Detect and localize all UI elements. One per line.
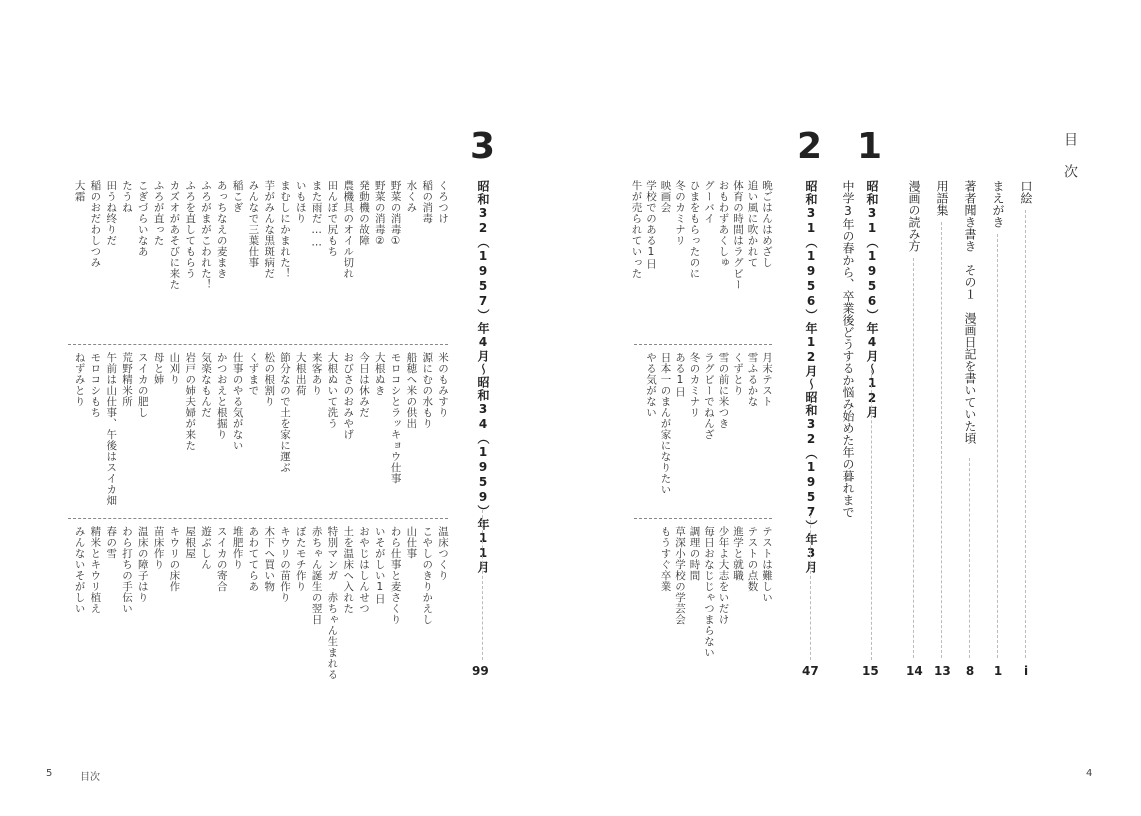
leader-line [1025,210,1026,658]
article-item[interactable] [278,180,290,279]
article-title: 温床つくり [437,526,449,581]
article-item[interactable] [262,352,274,407]
article-item[interactable] [746,352,758,407]
chapter-1-number: 1 [857,126,883,167]
article-title: 農機具のオイル切れ [342,180,355,279]
article-title: もうすぐ卒業 [659,526,672,592]
entry-label: 用語集 [935,180,949,216]
entry-label: 著者聞き書き その１ 漫画日記を書いていた頃 [963,180,977,444]
article-item[interactable] [760,180,772,268]
footer-left-page-number: 5 [46,768,53,779]
article-item[interactable] [325,352,337,429]
article-item[interactable] [73,526,85,614]
article-title: 節分なので土を家に運ぶ [279,352,291,473]
article-item[interactable] [341,526,353,614]
article-title: 調理の時間 [688,526,701,581]
article-title: 進学と就職 [732,526,744,581]
article-title: ねずみとり [73,352,86,407]
article-item[interactable] [152,180,164,246]
article-title: ひまをもらったのに [688,180,701,279]
toc-entry-glossary[interactable] [934,180,950,680]
article-title: 木下へ買い物 [263,526,276,592]
article-title: 荒野精米所 [121,352,133,407]
article-item[interactable] [120,180,132,213]
article-title: 発動機の故障 [358,180,370,246]
article-title: 船穂へ米の供出 [405,352,418,429]
footer-right-page-number: 4 [1086,768,1093,779]
article-title: 仕事のやる気がない [231,352,244,451]
article-item[interactable] [183,180,195,279]
article-title: ぼたモチ作り [294,526,307,592]
article-title: いもほり [294,180,307,224]
article-title: わら打ちの手伝い [121,526,133,614]
leader-line [941,222,942,658]
article-item[interactable] [404,352,416,429]
article-title: おもわずあくしゅ [717,180,730,268]
article-title: 雪ふるかな [746,352,759,407]
article-title: 草深小学校の学芸会 [674,526,686,625]
article-title: 堆肥作り [231,526,244,570]
article-item[interactable] [183,352,195,451]
article-title: 稲のおだわしつみ [89,180,102,268]
article-item[interactable] [659,180,671,213]
article-title: 米のもみすり [437,352,449,418]
article-item[interactable] [104,180,116,246]
article-item[interactable] [215,352,227,440]
article-item[interactable] [404,526,416,559]
article-item[interactable] [199,352,211,418]
article-item[interactable] [644,352,656,418]
article-item[interactable] [717,352,729,429]
article-item[interactable] [246,180,258,268]
article-title: 特別マンガ 赤ちゃん生まれる [326,526,339,680]
entry-label: 口絵 [1019,180,1033,204]
article-item[interactable] [120,526,132,614]
article-item[interactable] [152,352,164,385]
entry-page: 1 [993,664,1003,678]
article-title: いそがしい1日 [373,526,386,605]
article-item[interactable] [341,352,353,440]
article-item[interactable] [341,180,353,279]
article-title: みんなで三葉仕事 [247,180,260,268]
chapter-3-number: 3 [470,126,496,167]
article-title: 田うね终りだ [105,180,118,246]
article-item[interactable] [760,352,772,407]
article-item[interactable] [167,526,179,592]
article-item[interactable] [420,180,432,224]
article-title: 岩戸の姉夫婦が来た [184,352,197,451]
chapter-2-number: 2 [797,126,823,167]
article-item[interactable] [420,526,432,625]
article-item[interactable] [136,352,148,418]
entry-page: i [1023,664,1029,678]
article-title: 少年よ大志をいだけ [717,526,730,625]
article-item[interactable] [136,526,148,603]
article-title: 春の雪 [105,526,118,559]
article-title: あわててらあ [247,526,260,592]
article-title: モロコシもち [89,352,102,418]
toc-title: 目次 [1062,132,1078,196]
leader-line [913,258,914,658]
entry-page: 14 [906,664,923,678]
article-item[interactable] [136,180,148,257]
article-item[interactable] [199,526,211,570]
chapter-3-period[interactable]: 昭和32（1957）年4月〜昭和34（1959）年11月 [476,180,490,574]
article-title: 野菜の消毒① [389,180,402,248]
article-item[interactable] [436,180,448,224]
article-title: 毎日おなじじゃつまらない [703,526,715,658]
separator [634,518,772,519]
article-title: ある1日 [674,352,686,398]
toc-entry-frontispiece[interactable] [1018,180,1034,680]
article-title: 牛が売られていった [630,180,643,279]
article-item[interactable] [294,352,306,396]
article-item[interactable] [357,180,369,246]
leader-line [810,510,811,660]
article-title: 土を温床へ入れた [342,526,355,614]
article-title: モロコシとラッキョウ仕事 [389,352,402,484]
article-title: みんないそがしい [73,526,86,614]
entry-page: 8 [965,664,975,678]
article-item[interactable] [294,180,306,224]
article-item[interactable] [688,526,700,581]
article-item[interactable] [278,526,290,603]
article-title: テストは難しい [761,526,773,603]
article-item[interactable] [404,180,416,213]
chapter-1-period[interactable]: 昭和31（1956）年4月〜12月 [865,180,879,419]
article-item[interactable] [231,180,243,213]
article-title: あっちなえの麦まき [215,180,228,279]
article-title: 水くみ [405,180,418,213]
article-title: 月末テスト [761,352,773,407]
article-title: 山仕事 [405,526,418,559]
article-item[interactable] [630,180,642,279]
article-title: 赤ちゃん誕生の翌日 [310,526,323,625]
article-item[interactable] [389,526,401,625]
article-title: ふろが直った [152,180,165,246]
article-item[interactable] [644,180,656,270]
article-title: スイカの寄合 [215,526,228,592]
leader-line [969,458,970,658]
article-title: 苗床作り [152,526,165,570]
article-title: 稲こぎ [231,180,244,213]
article-title: また雨だ…… [310,180,323,249]
article-title: わら仕事と麦さくり [389,526,402,625]
article-item[interactable] [717,180,729,268]
article-title: 温床の障子はり [136,526,149,603]
article-item[interactable] [702,352,714,440]
article-title: 大霜 [73,180,86,202]
article-title: 体育の時間はラグビー [732,180,744,290]
article-title: 気楽なもんだ [200,352,212,418]
article-item[interactable] [325,180,337,257]
article-title: くろつけ [437,180,449,224]
article-item[interactable] [688,180,700,279]
article-title: たうね [121,180,133,213]
article-title: 田んぼで尻もち [326,180,339,257]
article-title: 松の根割り [263,352,276,407]
article-title: カズオがあそびに来た [168,180,181,290]
article-item[interactable] [717,526,729,625]
article-title: おやじはしんせつ [358,526,370,614]
toc-entry-preface[interactable] [990,180,1006,680]
article-title: キウリの床作 [168,526,181,592]
article-item[interactable] [702,526,714,658]
article-item[interactable] [389,352,401,484]
article-item[interactable] [231,526,243,570]
article-item[interactable] [215,180,227,279]
article-item[interactable] [436,526,448,581]
article-title: 母と姉 [152,352,165,385]
article-title: 山刈り [168,352,181,385]
article-title: 野菜の消毒② [373,180,386,248]
article-item[interactable] [246,352,258,396]
article-item[interactable] [731,526,743,581]
article-title: 大根ぬき [373,352,386,396]
article-item[interactable] [104,526,116,559]
article-title: やる気がない [645,352,657,418]
article-title: 芋がみんな黒斑病だ [263,180,276,279]
article-title: 日本一のまんが家になりたい [659,352,672,495]
article-item[interactable] [167,180,179,290]
article-title: 精米とキウリ植え [89,526,102,614]
article-item[interactable] [294,526,306,592]
article-item[interactable] [659,352,671,495]
article-item[interactable] [731,352,743,396]
article-item[interactable] [373,352,385,396]
article-item[interactable] [278,352,290,473]
entry-label: まえがき [991,180,1005,228]
article-item[interactable] [746,526,758,592]
article-title: かつおえと根掘り [215,352,228,440]
article-title: こぎづらいなあ [136,180,149,257]
separator [68,344,448,345]
article-item[interactable] [152,526,164,570]
article-title: 映画会 [659,180,672,213]
article-item[interactable] [73,352,85,407]
article-item[interactable] [389,180,401,248]
article-item[interactable] [88,526,100,614]
article-item[interactable] [310,352,322,396]
article-item[interactable] [215,526,227,592]
separator [68,518,448,519]
article-item[interactable] [673,180,685,246]
article-title: 来客あり [310,352,323,396]
article-item[interactable] [310,180,322,249]
chapter-1-subtitle: 中学3年の春から、卒業後どうするか悩み始めた年の暮れまで [841,180,855,518]
article-item[interactable] [357,526,369,614]
toc-entry-author-notes[interactable] [962,180,978,680]
article-title: 追い風に吹かれて [746,180,759,268]
article-item[interactable] [88,352,100,418]
entry-label: 漫画の読み方 [907,180,921,252]
article-title: テストの点数 [746,526,759,592]
article-item[interactable] [167,352,179,385]
leader-line [482,510,483,660]
article-title: 冬のカミナリ [688,352,701,418]
article-title: 今日は休みだ [358,352,370,418]
article-item[interactable] [760,526,772,603]
article-item[interactable] [262,526,274,592]
article-title: ふろを直してもらう [184,180,197,279]
article-title: ふろがまがこわれた！ [200,180,212,290]
article-title: グーバイ [703,180,715,224]
article-title: 雪の前に米つき [717,352,730,429]
article-item[interactable] [688,352,700,418]
article-item[interactable] [746,180,758,268]
article-item[interactable] [373,180,385,248]
article-title: スイカの肥し [136,352,149,418]
article-item[interactable] [436,352,448,418]
article-title: くずとり [732,352,744,396]
article-title: 冬のカミナリ [674,180,686,246]
article-item[interactable] [88,180,100,268]
article-title: ラグビーでねんざ [703,352,715,440]
article-item[interactable] [420,352,432,429]
article-item[interactable] [104,352,116,506]
article-item[interactable] [673,352,685,398]
article-title: くずまで [247,352,260,396]
article-item[interactable] [262,180,274,279]
article-title: キウリの苗作り [279,526,291,603]
article-item[interactable] [310,526,322,625]
article-title: 屋根屋 [184,526,197,559]
leader-line [871,370,872,660]
article-title: 午前は山仕事、午後はスイカ畑 [105,352,118,506]
article-title: 大根ぬいて洗う [326,352,339,429]
article-title: 遊ぶしん [200,526,212,570]
article-title: こやしのきりかえし [421,526,434,625]
entry-page: 13 [934,664,951,678]
article-item[interactable] [325,526,337,680]
article-item[interactable] [73,180,85,202]
article-item[interactable] [183,526,195,559]
article-item[interactable] [246,526,258,592]
article-title: 稲の消毒 [421,180,434,224]
chapter-2-page: 47 [802,664,819,678]
article-title: まむしにかまれた！ [279,180,291,279]
article-title: 学校でのある1日 [645,180,657,270]
article-item[interactable] [659,526,671,592]
article-item[interactable] [702,180,714,224]
chapter-1-page: 15 [862,664,879,678]
article-item[interactable] [357,352,369,418]
article-title: 源にむの水もり [421,352,434,429]
footer-left-label: 目次 [80,772,100,783]
article-title: 大根出荷 [294,352,307,396]
chapter-2-period[interactable]: 昭和31（1956）年12月〜昭和32（1957）年3月 [804,180,818,574]
article-title: 晩ごはんはめざし [761,180,773,268]
article-item[interactable] [731,180,743,290]
chapter-3-page: 99 [472,664,489,678]
article-item[interactable] [231,352,243,451]
article-item[interactable] [120,352,132,407]
separator [634,344,772,345]
article-item[interactable] [673,526,685,625]
article-item[interactable] [373,526,385,605]
toc-entry-how-to-read[interactable] [906,180,922,680]
article-title: おびさのおみやげ [342,352,355,440]
leader-line [997,234,998,658]
article-item[interactable] [199,180,211,290]
